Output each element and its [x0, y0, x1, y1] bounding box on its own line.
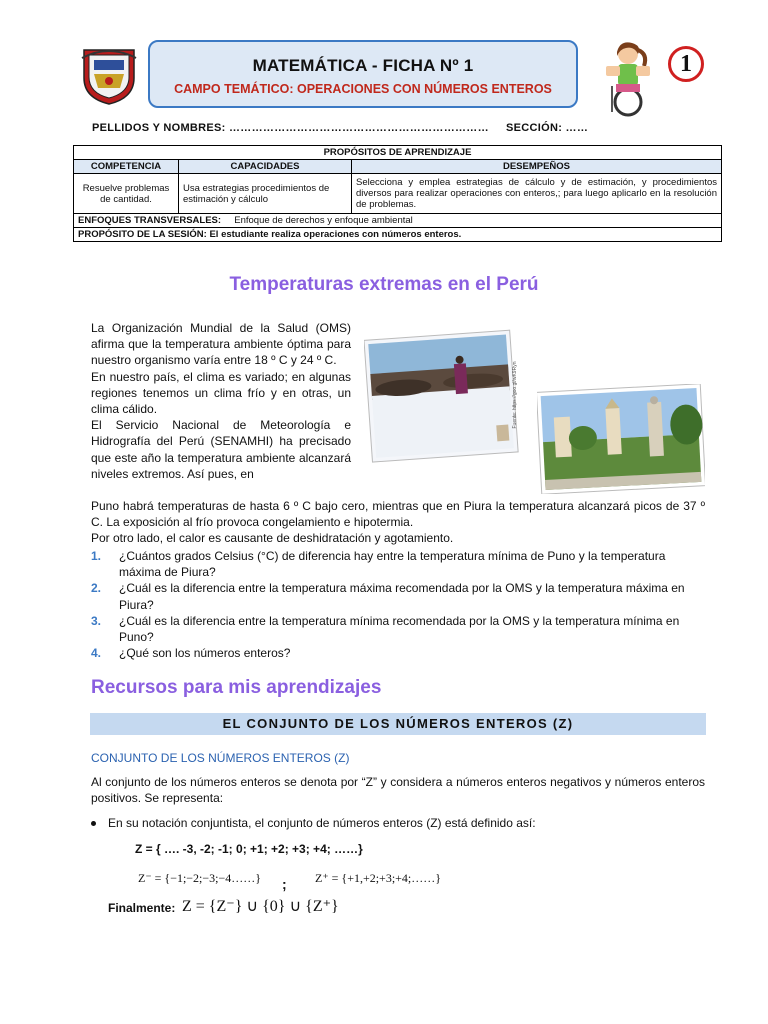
puno-snow-photo	[364, 325, 522, 465]
table-header-capacidades: CAPACIDADES	[179, 160, 352, 174]
set-notation-bullet	[91, 816, 536, 830]
final-label: Finalmente:	[108, 901, 176, 915]
question-text: ¿Cuántos grados Celsius (°C) de diferencia hay entre la temperatura mínima de Puno y la temperatura máxima de Piura?	[119, 549, 666, 580]
enfoques-label: ENFOQUES TRANSVERSALES:	[78, 215, 222, 226]
student-names-field: PELLIDOS Y NOMBRES: ……………………………………………………………	[92, 122, 489, 134]
enfoques-value: Enfoque de derechos y enfoque ambiental	[234, 215, 413, 226]
learning-purposes-table	[73, 145, 722, 242]
integers-subtitle: CONJUNTO DE LOS NÚMEROS ENTEROS (Z)	[91, 751, 350, 765]
z-negative-set: Z⁻ = {−1;−2;−3;−4……}	[138, 871, 262, 885]
school-crest-logo	[80, 44, 138, 106]
reading-paragraph-4: Por otro lado, el calor es causante de deshidratación y agotamiento.	[91, 531, 454, 546]
reading-continuation	[91, 498, 705, 547]
reading-paragraph-3b: Puno habrá temperaturas de hasta 6 º C bajo cero, mientras que en Piura la temperatura alcanzará picos de 37 º C. La exposición al frío provoca congelamiento e hipotermia.	[91, 499, 705, 530]
final-union-formula: Z = {Z⁻} ∪ {0} ∪ {Z⁺}	[182, 898, 339, 915]
proposito-label: PROPÓSITO DE LA SESIÓN:	[78, 229, 207, 240]
proposito-row	[74, 228, 722, 242]
question-item	[91, 613, 705, 645]
worksheet-title: MATEMÁTICA - FICHA Nº 1	[252, 56, 474, 75]
competencia-cell: Resuelve problemas de cantidad.	[74, 174, 179, 214]
question-text: ¿Qué son los números enteros?	[119, 646, 291, 661]
question-number: 3.	[91, 613, 102, 628]
desempenos-cell: Selecciona y emplea estrategias de cálculo y de estimación, y procedimientos diversos para realizar operaciones con enteros,; para luego aplicarlo en la resolución de problemas.	[352, 174, 722, 214]
piura-plaza-photo	[537, 384, 705, 494]
table-header-desempenos: DESEMPEÑOS	[352, 160, 722, 174]
enfoques-row	[74, 214, 722, 228]
resources-title: Recursos para mis aprendizajes	[91, 677, 382, 698]
worksheet-number-badge: 1	[668, 46, 704, 82]
question-number: 2.	[91, 581, 102, 596]
reading-paragraph-3a: El Servicio Nacional de Meteorología e Hidrografía del Perú (SENAMHI) ha precisado que este año la temperatura ambiente alcanzará niveles extremos. Así pues, en	[91, 418, 351, 481]
proposito-value: El estudiante realiza operaciones con números enteros.	[209, 229, 462, 240]
question-item	[91, 645, 705, 661]
questions-list	[91, 548, 705, 661]
question-number: 4.	[91, 646, 102, 661]
student-wheelchair-illustration	[598, 40, 658, 118]
bullet-dot-icon	[91, 821, 96, 826]
reading-title: Temperaturas extremas en el Perú	[229, 274, 539, 295]
integers-definition: Al conjunto de los números enteros se denota por “Z” y considera a números enteros negativos y números enteros positivos. Se representa:	[91, 775, 705, 806]
student-section-field: SECCIÓN: ……	[506, 122, 589, 134]
question-text: ¿Cuál es la diferencia entre la temperatura mínima recomendada por la OMS y la temperatura mínima en Puno?	[119, 613, 680, 645]
z-positive-set: Z⁺ = {+1,+2;+3;+4;……}	[315, 871, 442, 885]
table-title: PROPÓSITOS DE APRENDIZAJE	[74, 146, 722, 160]
question-text: ¿Cuál es la diferencia entre la temperatura máxima recomendada por la OMS y la temperatura máxima en Piura?	[119, 581, 685, 612]
integers-section-bar: EL CONJUNTO DE LOS NÚMEROS ENTEROS (Z)	[90, 713, 706, 735]
question-item	[91, 548, 705, 580]
reading-paragraph-2: En nuestro país, el clima es variado; en algunas regiones tenemos un clima frío y en otras, un clima cálido.	[91, 369, 351, 417]
photo-credit: Fuente: https://goo.gl/wK9Ryn	[512, 361, 518, 429]
set-separator: ;	[282, 876, 287, 892]
reading-paragraphs	[91, 320, 351, 482]
set-notation-text: En su notación conjuntista, el conjunto de números enteros (Z) está definido así:	[108, 816, 536, 830]
worksheet-subtitle: CAMPO TEMÁTICO: OPERACIONES CON NÚMEROS ENTEROS	[174, 82, 552, 96]
question-item	[91, 580, 705, 612]
question-number: 1.	[91, 549, 102, 563]
title-box	[148, 40, 578, 108]
z-set-definition: Z = { …. -3, -2; -1; 0; +1; +2; +3; +4; ……}	[135, 842, 363, 856]
table-header-competencia: COMPETENCIA	[74, 160, 179, 174]
reading-paragraph-1: La Organización Mundial de la Salud (OMS) afirma que la temperatura ambiente óptima para nuestro organismo varía entre 18 º C y 24 º C.	[91, 321, 351, 368]
capacidades-cell: Usa estrategias procedimientos de estimación y cálculo	[179, 174, 352, 214]
